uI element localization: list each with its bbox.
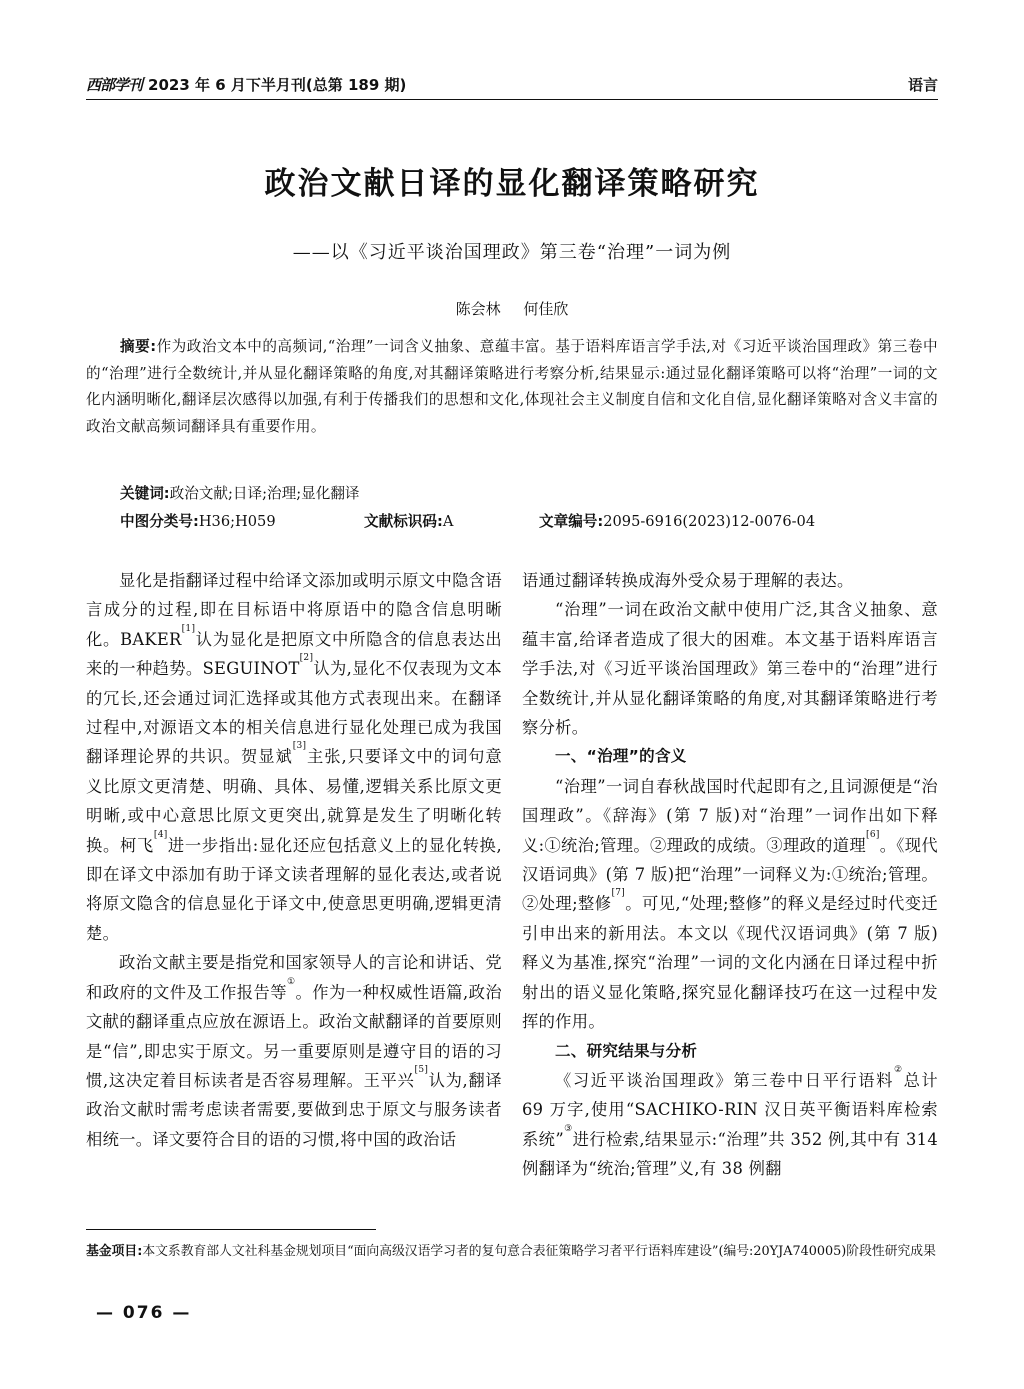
article-title: 政治文献日译的显化翻译策略研究: [264, 166, 760, 202]
keywords: [120, 482, 360, 503]
article-subtitle: ——以《习近平谈治国理政》第三卷“治理”一词为例: [292, 242, 732, 263]
keywords-text: 政治文献;日译;治理;显化翻译: [169, 485, 360, 502]
body-column-right: [522, 566, 938, 1184]
body-paragraph: “治理”一词在政治文献中使用广泛,其含义抽象、意蕴丰富,给译者造成了很大的困难。本文基于语料库语言学手法,对《习近平谈治国理政》第三卷中的“治理”进行全数统计,并从显化翻译策略的角度,对其翻译策略进行考察分析。: [522, 600, 938, 738]
authors: 陈会林 何佳欣: [455, 300, 569, 318]
text-run: 认为,显化不仅表现为文本的冗长,还会通过词汇选择或其他方式表现出来。在翻译过程中,对源语文本的相关信息进行显化处理已成为我国翻译理论界的共识。贺显斌: [86, 659, 503, 767]
clc-value: H36;H059: [198, 513, 276, 530]
abstract: [86, 334, 938, 440]
text-run: 认为显化是把原文中所隐含的信息表达出来的一种趋势。SEGUINOT: [86, 629, 502, 679]
citation-ref: [2]: [299, 653, 314, 664]
header-rule: [86, 99, 938, 100]
doc-value: A: [442, 513, 454, 530]
article-label: 文章编号:: [539, 513, 604, 530]
article-value: 2095-6916(2023)12-0076-04: [603, 513, 816, 530]
keywords-label: 关键词:: [120, 485, 170, 502]
page-number: — 076 —: [96, 1303, 192, 1323]
running-header: [86, 72, 938, 96]
abstract-label: 摘要:: [120, 338, 157, 355]
body-paragraph: [86, 566, 502, 948]
clc-label: 中图分类号:: [120, 513, 199, 530]
footnote-marker: ②: [893, 1064, 904, 1075]
citation-ref: [7]: [611, 888, 626, 899]
document-code: [364, 510, 539, 531]
citation-ref: [4]: [153, 829, 168, 840]
citation-ref: [3]: [292, 741, 307, 752]
text-run: 。可见,“处理;整修”的释义是经过时代变迁引申出来的新用法。本文以《现代汉语词典》(第 7 版)释义为基准,探究“治理”一词的文化内涵在日译过程中折射出的语义显化策略,探究显化翻译技巧在这一过程中发挥的作用。: [522, 894, 938, 1032]
footnote-text: 本文系教育部人文社科基金规划项目“面向高级汉语学习者的复句意合表征策略学习者平行语料库建设”(编号:20YJA740005)阶段性研究成果: [142, 1244, 936, 1259]
abstract-text: 作为政治文本中的高频词,“治理”一词含义抽象、意蕴丰富。基于语料库语言学手法,对《习近平谈治国理政》第三卷中的“治理”进行全数统计,并从显化翻译策略的角度,对其翻译策略进行考察分析,结果显示:通过显化翻译策略可以将“治理”一词的文化内涵明晰化,翻译层次感得以加强,有利于传播我们的思想和文化,体现社会主义制度自信和文化自信,显化翻译策略对含义丰富的政治文献高频词翻译具有重要作用。: [86, 338, 938, 435]
text-run: 。作为一种权威性语篇,政治文献的翻译重点应放在源语上。政治文献翻译的首要原则是“信”,即忠实于原文。另一重要原则是遵守目的语的习惯,这决定着目标读者是否容易理解。王平兴: [86, 982, 503, 1090]
body-column-left: [86, 566, 502, 1154]
text-run: 政治文献主要是指党和国家领导人的言论和讲话、党和政府的文件及工作报告等: [86, 953, 502, 1002]
footnote-marker: ③: [564, 1123, 573, 1134]
citation-ref: [1]: [181, 623, 196, 634]
article-number: [539, 510, 815, 531]
journal-logo: 西部学刊: [86, 75, 143, 94]
text-run: 认为,翻译政治文献时需考虑读者需要,要做到忠于原文与服务读者相统一。译文要符合目的语的习惯,将中国的政治话: [86, 1070, 502, 1149]
text-run: “治理”一词自春秋战国时代起即有之,且词源便是“治国理政”。《辞海》(第 7 版)对“治理”一词作出如下释义:①统治;管理。②理政的成绩。③理政的道理: [522, 776, 939, 855]
text-run: 总计 69 万字,使用“SACHIKO-RIN 汉日英平衡语料库检索系统”: [522, 1070, 938, 1149]
footnote-label: 基金项目:: [86, 1244, 143, 1259]
header-left: [86, 74, 406, 95]
body-paragraph: [86, 948, 502, 1154]
footnote-marker: ①: [287, 976, 296, 987]
text-run: 《习近平谈治国理政》第三卷中日平行语料: [555, 1070, 894, 1090]
body-paragraph: [522, 1066, 938, 1184]
body-paragraph: 语通过翻译转换成海外受众易于理解的表达。: [522, 571, 854, 590]
section-heading: 二、研究结果与分析: [555, 1041, 698, 1060]
text-run: 显化是指翻译过程中给译文添加或明示原文中隐含语言成分的过程,即在目标语中将原语中的隐含信息明晰化。BAKER: [86, 571, 502, 649]
citation-ref: [6]: [866, 829, 880, 840]
text-run: 进一步指出:显化还应包括意义上的显化转换,即在译文中添加有助于译文读者理解的显化表达,或者说将原文隐含的信息显化于译文中,使意思更明确,逻辑更清楚。: [86, 835, 503, 943]
doc-label: 文献标识码:: [364, 513, 443, 530]
funding-footnote: [86, 1238, 938, 1265]
text-run: 进行检索,结果显示:“治理”共 352 例,其中有 314 例翻译为“统治;管理”义,有 38 例翻: [522, 1129, 938, 1179]
section-label: 语言: [907, 75, 938, 94]
classification-meta: [120, 510, 938, 531]
text-run: 主张,只要译文中的词句意义比原文更清楚、明确、具体、易懂,逻辑关系比原文更明晰,或中心意思比原文更突出,就算是发生了明晰化转换。柯飞: [86, 747, 502, 855]
footnote-rule: [86, 1229, 376, 1230]
body-paragraph: [522, 772, 938, 1037]
citation-ref: [5]: [414, 1064, 429, 1075]
clc-code: [120, 510, 364, 531]
text-run: 。《现代汉语词典》(第 7 版)把“治理”一词释义为:①统治;管理。②处理;整修: [522, 835, 938, 914]
issue-info: 2023 年 6 月下半月刊(总第 189 期): [148, 75, 407, 94]
section-heading: 一、“治理”的含义: [555, 747, 687, 766]
